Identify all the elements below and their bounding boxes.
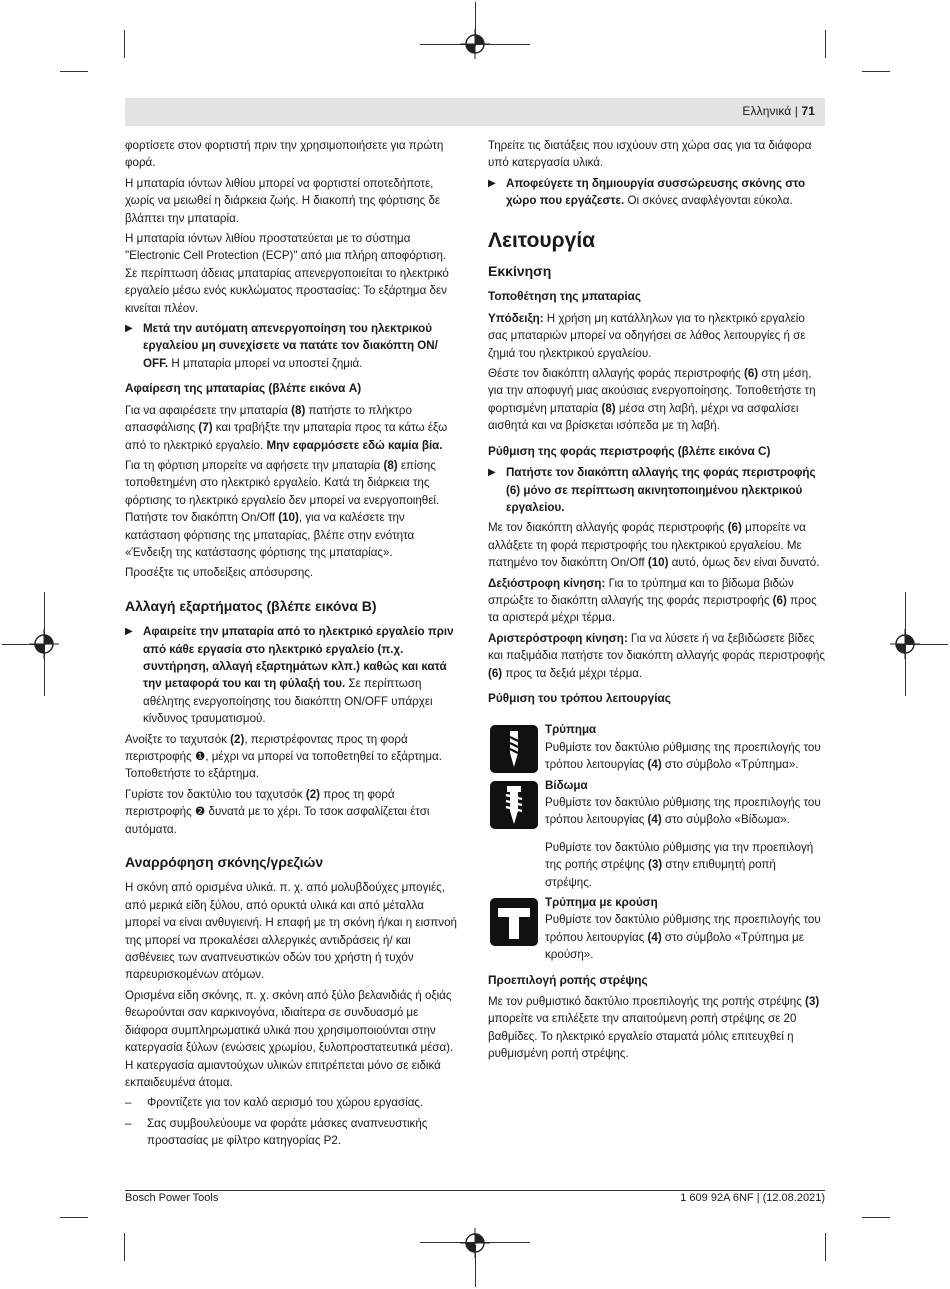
crop-mark [862,71,890,72]
paragraph: Προσέξτε τις υποδείξεις απόσυρσης. [125,566,314,580]
paragraph: Δεξιόστροφη κίνηση: Για το τρύπημα και το βίδωμα βιδών σπρώξτε το διακόπτη αλλαγής της φοράς περιστροφής (6) προς τα αριστερά μέχρι τέρμα. [488,576,817,625]
crop-mark [825,30,826,58]
bullet-text: Η μπαταρία μπορεί να υποστεί ζημιά. [168,356,363,370]
crop-mark [124,30,125,58]
mode-impact-drilling [488,894,825,964]
paragraph: Γυρίστε τον δακτύλιο του ταχυτσόκ (2) προς τη φορά περιστροφής ❷ δυνατά με το χέρι. Το τσοκ ασφαλίζεται έτσι αυτόματα. [125,787,430,836]
footer-brand: Bosch Power Tools [125,1192,219,1204]
bullet-triangle-icon: ▶ [125,626,133,638]
paragraph: φορτίσετε στον φορτιστή πριν την χρησιμοποιήσετε για πρώτη φορά. [125,139,444,170]
section-heading: Εκκίνηση [488,263,552,280]
paragraph: Για τη φόρτιση μπορείτε να αφήσετε την μπαταρία (8) επίσης τοποθετημένη στο ηλεκτρικό εργαλείο. Κατά τη διάρκεια της φόρτισης το ηλεκτρικό εργαλείο δεν μπορεί να ενεργοποιηθεί. Πατήστε τον διακόπτη On/Off (10), για να καλέσετε την κατάσταση φόρτισης της μπαταρίας, βλέπε στην ενότητα «Ένδειξη της κατάστασης φόρτισης της μπαταρίας». [125,458,440,559]
bullet-triangle-icon: ▶ [488,467,496,479]
bullet-triangle-icon: ▶ [488,177,496,189]
paragraph: Ορισμένα είδη σκόνης, π. χ. σκόνη από ξύλο βελανιδιάς ή οξιάς θεωρούνται σαν καρκινογόνα, ιδιαίτερα σε συνδυασμό με διάφορα συμπληρωματικά υλικά που χρησιμοποιούνται στην κατεργασία ξύλων (ενώσεις χρωμίου, ξυλοπροστατευτικά μέσα). Η κατεργασία αμιαντούχων υλικών επιτρέπεται μόνο σε ειδικά εκπαιδευμένα άτομα. [125,988,454,1089]
registration-mark-icon [458,1226,492,1260]
dash-list-item: – Σας συμβουλεύουμε να φοράτε μάσκες αναπνευστικής προστασίας με φίλτρο κατηγορίας P2. [125,1116,428,1148]
paragraph: Με τον διακόπτη αλλαγής φοράς περιστροφής (6) μπορείτε να αλλάξετε τη φορά περιστροφής του ηλεκτρικού εργαλείου. Με πατημένο τον διακόπτη On/Off (10) αυτό, όμως δεν είναι δυνατό. [488,521,820,570]
crop-mark [60,71,88,72]
header-text [742,104,815,118]
mode-screwdriving [488,777,825,891]
section-heading: Αφαίρεση της μπαταρίας (βλέπε εικόνα A) [125,381,362,396]
subsection-heading: Προεπιλογή ροπής στρέψης [488,972,648,987]
registration-mark-icon [888,627,922,661]
bullet-text: Οι σκόνες αναφλέγονται εύκολα. [624,194,793,208]
mode-text: Ρυθμίστε τον δακτύλιο ρύθμισης της προεπιλογής του τρόπου λειτουργίας (4) στο σύμβολο «Τρύπημα με κρούση». [545,913,821,962]
crop-mark [862,1217,890,1218]
header-language: Ελληνικά [742,104,792,118]
bullet-bold-text: Πατήστε τον διακόπτη αλλαγής της φοράς περιστροφής (6) μόνο σε περίπτωση ακινητοποιημένου ηλεκτρικού εργαλείου. [506,466,816,514]
paragraph: Ανοίξτε το ταχυτσόκ (2), περιστρέφοντας προς τη φορά περιστροφής ❶, μέχρι να μπορεί να τοποθετηθεί το εξάρτημα. Τοποθετήστε το εξάρτημα. [125,732,442,781]
subsection-heading: Τοποθέτηση της μπαταρίας [488,289,642,304]
paragraph: Με τον ρυθμιστικό δακτύλιο προεπιλογής της ροπής στρέψης (3) μπορείτε να επιλέξετε την απαιτούμενη ροπή στρέψης σε 20 βαθμίδες. Το ηλεκτρικό εργαλείο σταματά μόλις επιτευχθεί η ρυθμισμένη ροπή στρέψης. [488,995,820,1061]
bullet-triangle-icon: ▶ [125,323,133,335]
subsection-heading: Ρύθμιση του τρόπου λειτουργίας [488,690,671,705]
paragraph: Η μπαταρία ιόντων λιθίου προστατεύεται με το σύστημα "Electronic Cell Protection (ECP)" από μια πλήρη αποφόρτιση. Σε περίπτωση άδειας μπαταρίας απενεργοποιείται το ηλεκτρικό εργαλείο μέσω ενός κυκλώματος προστασίας: Το εξάρτημα δεν κινείται πλέον. [125,232,449,315]
right-column [488,137,825,1066]
paragraph: Αριστερόστροφη κίνηση: Για να λύσετε ή να ξεβιδώσετε βίδες και παξιμάδια πατήστε τον διακόπτη αλλαγής φοράς περιστροφής (6) προς τα δεξιά μέχρι τέρμα. [488,631,825,680]
header-separator: | [794,104,798,118]
bullet-bold-text: Αποφεύγετε τη δημιουργία συσσώρευσης σκόνης στο χώρο που εργάζεστε. [506,176,806,208]
registration-mark-icon [27,627,61,661]
mode-text: Ρυθμίστε τον δακτύλιο ρύθμισης της προεπιλογής του τρόπου λειτουργίας (4) στο σύμβολο «Βίδωμα». [545,796,821,827]
screw-icon [490,781,538,829]
left-column [125,137,461,1153]
drill-bit-icon [490,725,538,773]
warning-bullet [125,623,461,727]
mode-title: Τρύπημα με κρούση [545,896,658,910]
footer-doc-id: 1 609 92A 6NF | (12.08.2021) [680,1192,825,1204]
crop-mark [825,1233,826,1261]
chapter-heading: Λειτουργία [488,228,596,252]
bullet-bold-text: Αφαιρείτε την μπαταρία από το ηλεκτρικό εργαλείο πριν από κάθε εργασία στο ηλεκτρικό εργαλείο (π.χ. συντήρηση, αλλαγή εξαρτημάτων κλπ.) καθώς και κατά την μεταφορά του και τη φύλαξή του. [143,625,454,691]
footer-rule [125,1190,825,1191]
subsection-heading: Ρύθμιση της φοράς περιστροφής (βλέπε εικόνα C) [488,443,771,458]
bullet-text: Σε περίπτωση αθέλητης ενεργοποίησης του διακόπτη ON/OFF υπάρχει κίνδυνος τραυματισμού. [143,677,433,726]
section-heading: Αλλαγή εξαρτήματος (βλέπε εικόνα B) [125,597,377,614]
paragraph: Η μπαταρία ιόντων λιθίου μπορεί να φορτιστεί οποτεδήποτε, χωρίς να μειωθεί η διάρκεια ζωής. Η διακοπή της φόρτισης δε βλάπτει την μπαταρία. [125,176,441,225]
warning-bullet [125,320,461,372]
crop-mark [124,1233,125,1261]
mode-text: Ρυθμίστε τον δακτύλιο ρύθμισης της προεπιλογής του τρόπου λειτουργίας (4) στο σύμβολο «Τρύπημα». [545,740,821,772]
paragraph: Η σκόνη από ορισμένα υλικά. π. χ. από μολυβδούχες μπογιές, από μερικά είδη ξύλου, από ορυκτά υλικά και από μέταλλα μπορεί να είναι ανθυγιεινή. Η επαφή με τη σκόνη ή/και η εισπνοή της μπορεί να προκαλέσει αλλεργικές αντιδράσεις ή/ και ασθένειες των αναπνευστικών οδών του χρήστη ή τυχόν παρευρισκομένων ατόμων. [125,881,457,982]
paragraph: Θέστε τον διακόπτη αλλαγής φοράς περιστροφής (6) στη μέση, για την αποφυγή μιας ακούσιας ενεργοποίησης. Τοποθετήστε τη φορτισμένη μπαταρία (8) μέσα στη λαβή, μέχρι να ασφαλίσει αισθητά και να βρίσκεται ισόπεδα με τη λαβή. [488,367,816,433]
crop-mark [60,1217,88,1218]
mode-drilling [488,721,825,773]
section-heading: Αναρρόφηση σκόνης/γρεζιών [125,854,324,871]
warning-bullet [488,464,825,516]
page-header [125,98,825,126]
registration-mark-icon [458,27,492,61]
mode-title: Βίδωμα [545,778,588,792]
warning-bullet [488,175,825,210]
hammer-icon [490,898,538,946]
dash-list-item: – Φροντίζετε για τον καλό αερισμό του χώρου εργασίας. [125,1096,424,1110]
paragraph: Για να αφαιρέσετε την μπαταρία (8) πατήστε το πλήκτρο απασφάλισης (7) και τραβήξτε την μπαταρία προς τα κάτω έξω από το ηλεκτρικό εργαλείο. Μην εφαρμόσετε εδώ καμία βία. [125,403,448,452]
bullet-bold-text: Μετά την αυτόματη απενεργοποίηση του ηλεκτρικού εργαλείου μη συνεχίσετε να πατάτε τον διακόπτη ON/ OFF. [143,322,438,370]
mode-title: Τρύπημα [545,723,597,737]
paragraph: Υπόδειξη: Η χρήση μη κατάλληλων για το ηλεκτρικό εργαλείο σας μπαταριών μπορεί να οδηγήσει σε λάθος λειτουργίες ή σε ζημιά του ηλεκτρικού εργαλείου. [488,311,806,360]
paragraph: Τηρείτε τις διατάξεις που ισχύουν στη χώρα σας για τα διάφορα υπό κατεργασία υλικά. [488,139,812,170]
page-number: 71 [801,104,815,118]
mode-text: Ρυθμίστε τον δακτύλιο ρύθμισης για την προεπιλογή της ροπής στρέψης (3) στην επιθυμητή ροπή στρέψης. [545,840,814,889]
